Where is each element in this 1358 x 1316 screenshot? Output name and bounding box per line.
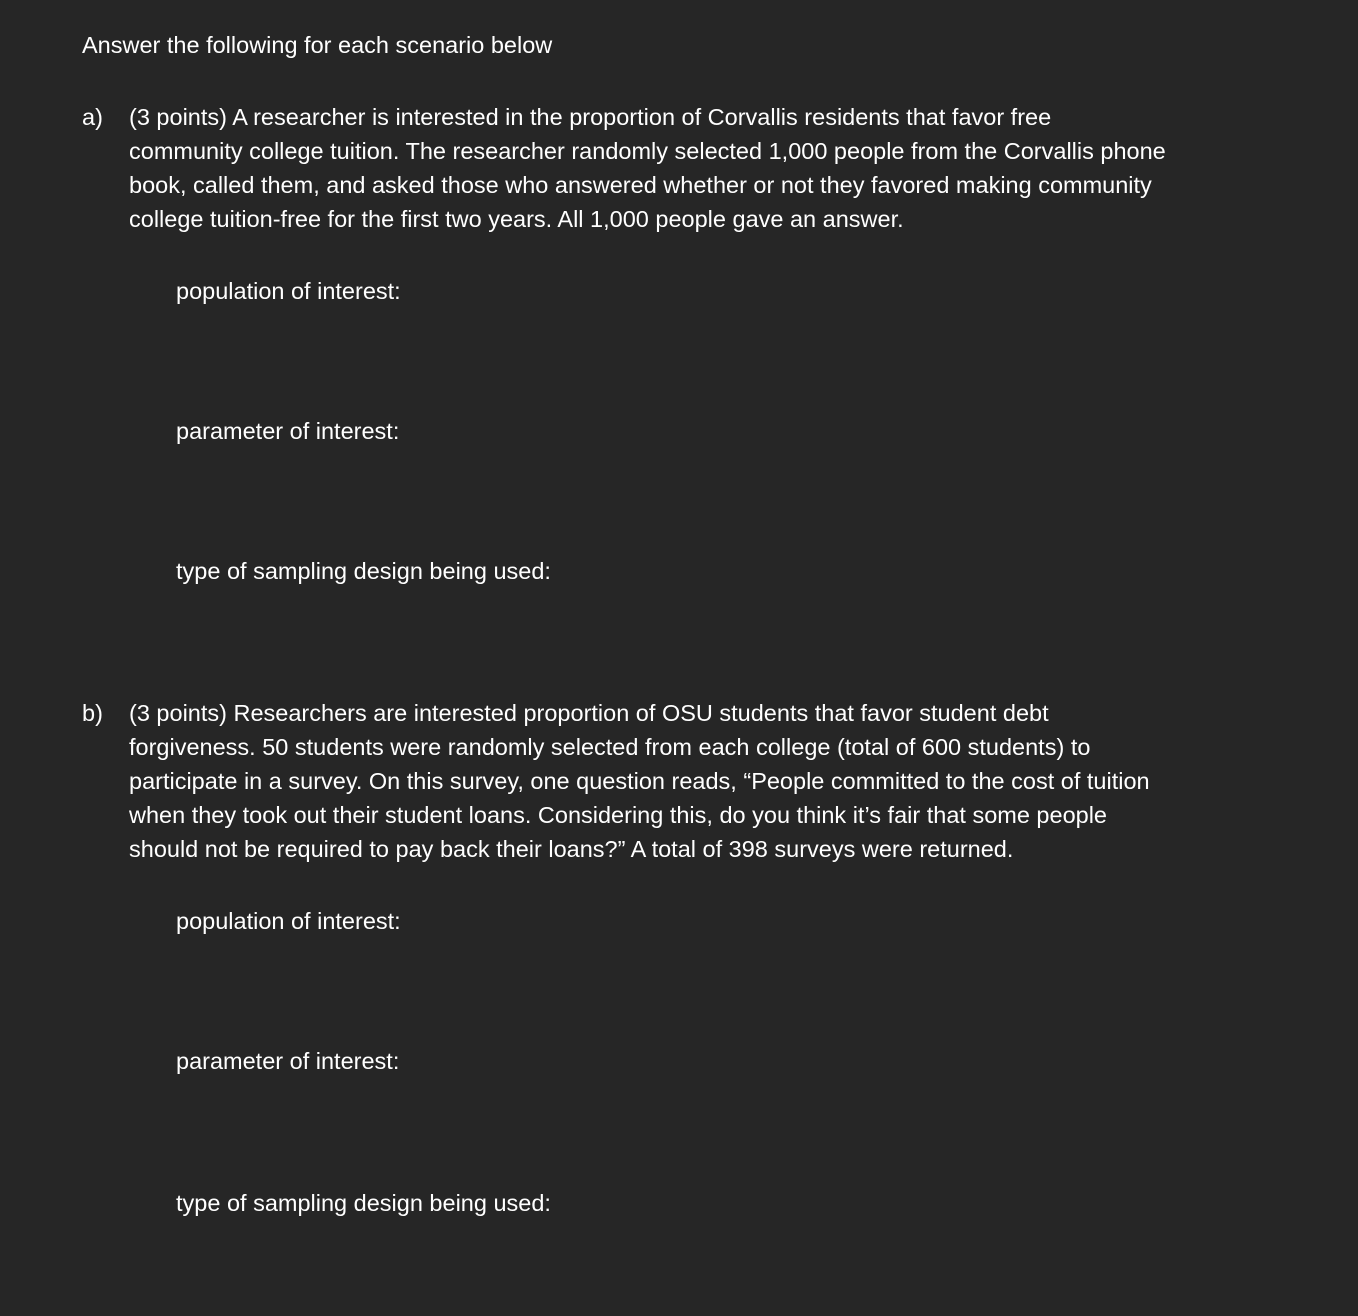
question-b-sampling-prompt: type of sampling design being used:: [176, 1190, 551, 1216]
question-a-population-prompt: population of interest:: [176, 278, 401, 304]
question-a-sampling-prompt: type of sampling design being used:: [176, 558, 551, 584]
question-b-population-prompt: population of interest:: [176, 908, 401, 934]
question-b-text: (3 points) Researchers are interested proportion of OSU students that favor student debt forgiveness. 50 students were randomly selected from each college (total of 600 students) to participate in a survey. On this survey, one question reads, “People committed to the cost of tuition when they took out their student loans. Considering this, do you think it’s fair that some people should not be required to pay back their loans?” A total of 398 surveys were returned.: [129, 700, 1150, 862]
question-b-parameter-prompt: parameter of interest:: [176, 1048, 400, 1074]
question-a: [82, 100, 1312, 236]
question-b: [82, 696, 1312, 866]
question-a-label: a): [82, 104, 103, 130]
question-a-parameter-prompt: parameter of interest:: [176, 418, 400, 444]
page-title: Answer the following for each scenario below: [82, 32, 553, 58]
question-a-text: (3 points) A researcher is interested in the proportion of Corvallis residents that favor free community college tuition. The researcher randomly selected 1,000 people from the Corvallis phone book, called them, and asked those who answered whether or not they favored making community college tuition-free for the first two years. All 1,000 people gave an answer.: [129, 104, 1166, 232]
question-b-label: b): [82, 700, 103, 726]
